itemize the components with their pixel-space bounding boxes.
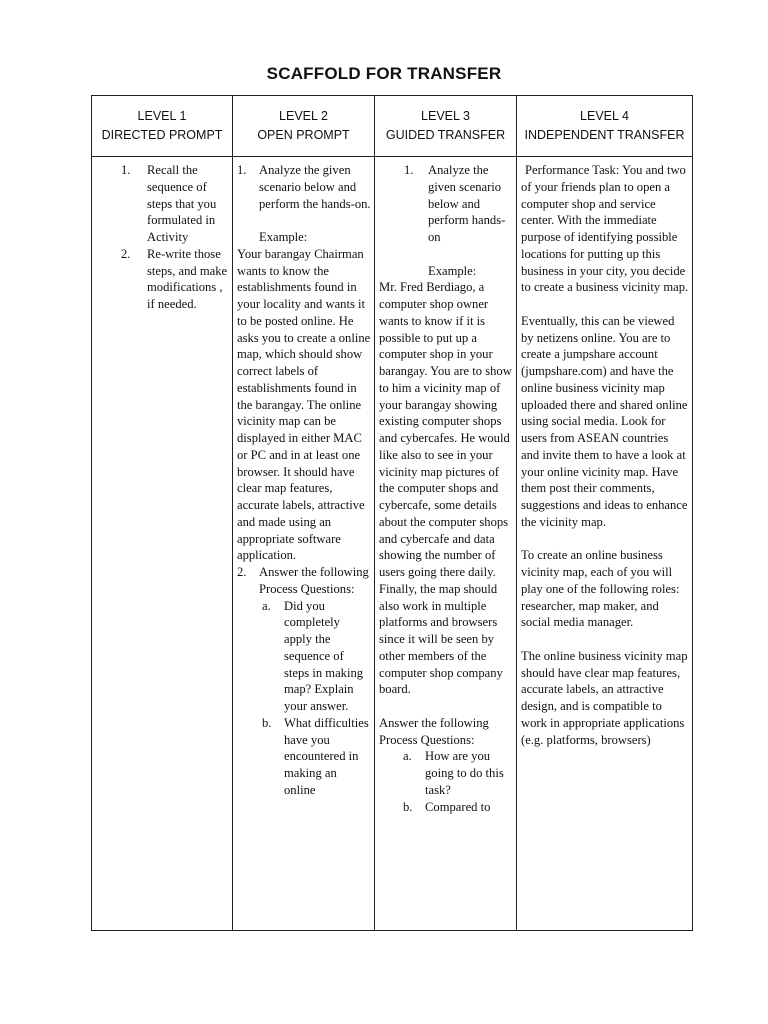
level-3-example-label: Example:: [428, 263, 477, 278]
level-1-cell: [92, 157, 233, 931]
header-level-name: OPEN PROMPT: [257, 128, 350, 142]
level-2-example-label: Example:: [259, 230, 308, 244]
level-3-example-text: Mr. Fred Berdiago, a computer shop owner wants to know if it is possible to put up a computer shop in your barangay. You are to show to him a vicinity map of your barangay showing existing computer shops and cybercafes. He would like also to see in your vicinity map pictures of the computer shops and cybercafe, some details about the computer shops and cybercafe and data showing the number of users going there daily. Finally, the map should also work in multiple platforms and browsers since it will be seen by other members of the computer shop company board.: [379, 280, 512, 697]
header-level-3: [375, 96, 517, 157]
list-item: 2. Re-write those steps, and make modifications , if needed.: [121, 246, 228, 311]
level-3-sub-a: How are you going to do this task?: [425, 749, 504, 797]
level-2-sub-b: What difficulties have you encountered in making an online: [284, 715, 369, 797]
page-title: SCAFFOLD FOR TRANSFER: [266, 64, 502, 83]
level-1-item-1: Recall the sequence of steps that you formulated in Activity: [147, 163, 217, 244]
level-4-paragraph-4: The online business vicinity map should have clear map features, accurate labels, an attractive design, and is compatible to work in appropriate applications (e.g. platforms, browsers): [521, 648, 688, 747]
level-3-sub-b: Compared to: [425, 799, 491, 814]
list-item: a. How are you going to do this task?: [379, 748, 513, 798]
header-level-label: LEVEL 4: [580, 109, 629, 123]
list-item: 2. Answer the following Process Questions:: [237, 564, 371, 598]
level-4-paragraph-3: To create an online business vicinity map, each of you will play one of the following roles: researcher, map maker, and social media manager.: [521, 548, 680, 630]
header-level-name: GUIDED TRANSFER: [385, 128, 506, 142]
level-1-item-2: Re-write those steps, and make modifications , if needed.: [147, 246, 228, 311]
level-2-example-text: Your barangay Chairman wants to know the establishments found in your locality and wants it to be posted online. He asks you to create a online map, which should show correct labels of establishments found in the barangay. The online vicinity map can be displayed in either MAC or PC and in at least one browser. It should have clear map features, accurate labels, attractive and made using an appropriate software application.: [237, 246, 371, 563]
header-row: [92, 96, 693, 157]
level-4-paragraph-1: Performance Task: You and two of your friends plan to open a computer shop and service center. With the immediate purpose of identifying possible locations for putting up this business in your city, you decide to create a business vicinity map.: [521, 163, 689, 295]
level-3-cell: [375, 157, 517, 931]
list-item: 1. Analyze the given scenario below and perform the hands-on.: [237, 163, 371, 211]
level-4-paragraph-2: Eventually, this can be viewed by netizens online. You are to create a jumpshare account (jumpshare.com) and have the online business vicinity map uploaded there and shared online using social media. Look for users from ASEAN countries and invite them to have a look at your online vicinity map. Have them post their comments, suggestions and ideas to enhance the vicinity map.: [521, 313, 688, 529]
level-2-sub-a: Did you completely apply the sequence of steps in making map? Explain your answer.: [284, 598, 364, 713]
level-2-item-1: Analyze the given scenario below and perform the hands-on.: [259, 163, 371, 211]
content-row: [92, 157, 693, 931]
header-level-label: LEVEL 2: [279, 109, 328, 123]
header-level-label: LEVEL 3: [421, 109, 470, 123]
level-2-cell: [233, 157, 375, 931]
scaffold-table: [91, 95, 693, 931]
list-item: b. What difficulties have you encountered in making an online: [237, 715, 371, 799]
header-level-name: INDEPENDENT TRANSFER: [524, 128, 685, 142]
header-level-name: DIRECTED PROMPT: [101, 128, 223, 142]
level-4-cell: [517, 157, 693, 931]
list-item: 1. Analyze the given scenario below and perform hands-on: [379, 162, 513, 246]
level-3-answer-intro: Answer the following Process Questions:: [379, 715, 489, 747]
list-item: b. Compared to: [379, 799, 513, 816]
header-level-1: [92, 96, 233, 157]
level-3-item-1: Analyze the given scenario below and perform hands-on: [428, 163, 506, 244]
header-level-2: [233, 96, 375, 157]
level-2-item-2: Answer the following Process Questions:: [259, 565, 369, 596]
list-item: 1. Recall the sequence of steps that you formulated in Activity: [96, 162, 229, 246]
list-item: a. Did you completely apply the sequence of steps in making map? Explain your answer.: [237, 598, 371, 715]
header-level-4: [517, 96, 693, 157]
header-level-label: LEVEL 1: [137, 109, 187, 123]
